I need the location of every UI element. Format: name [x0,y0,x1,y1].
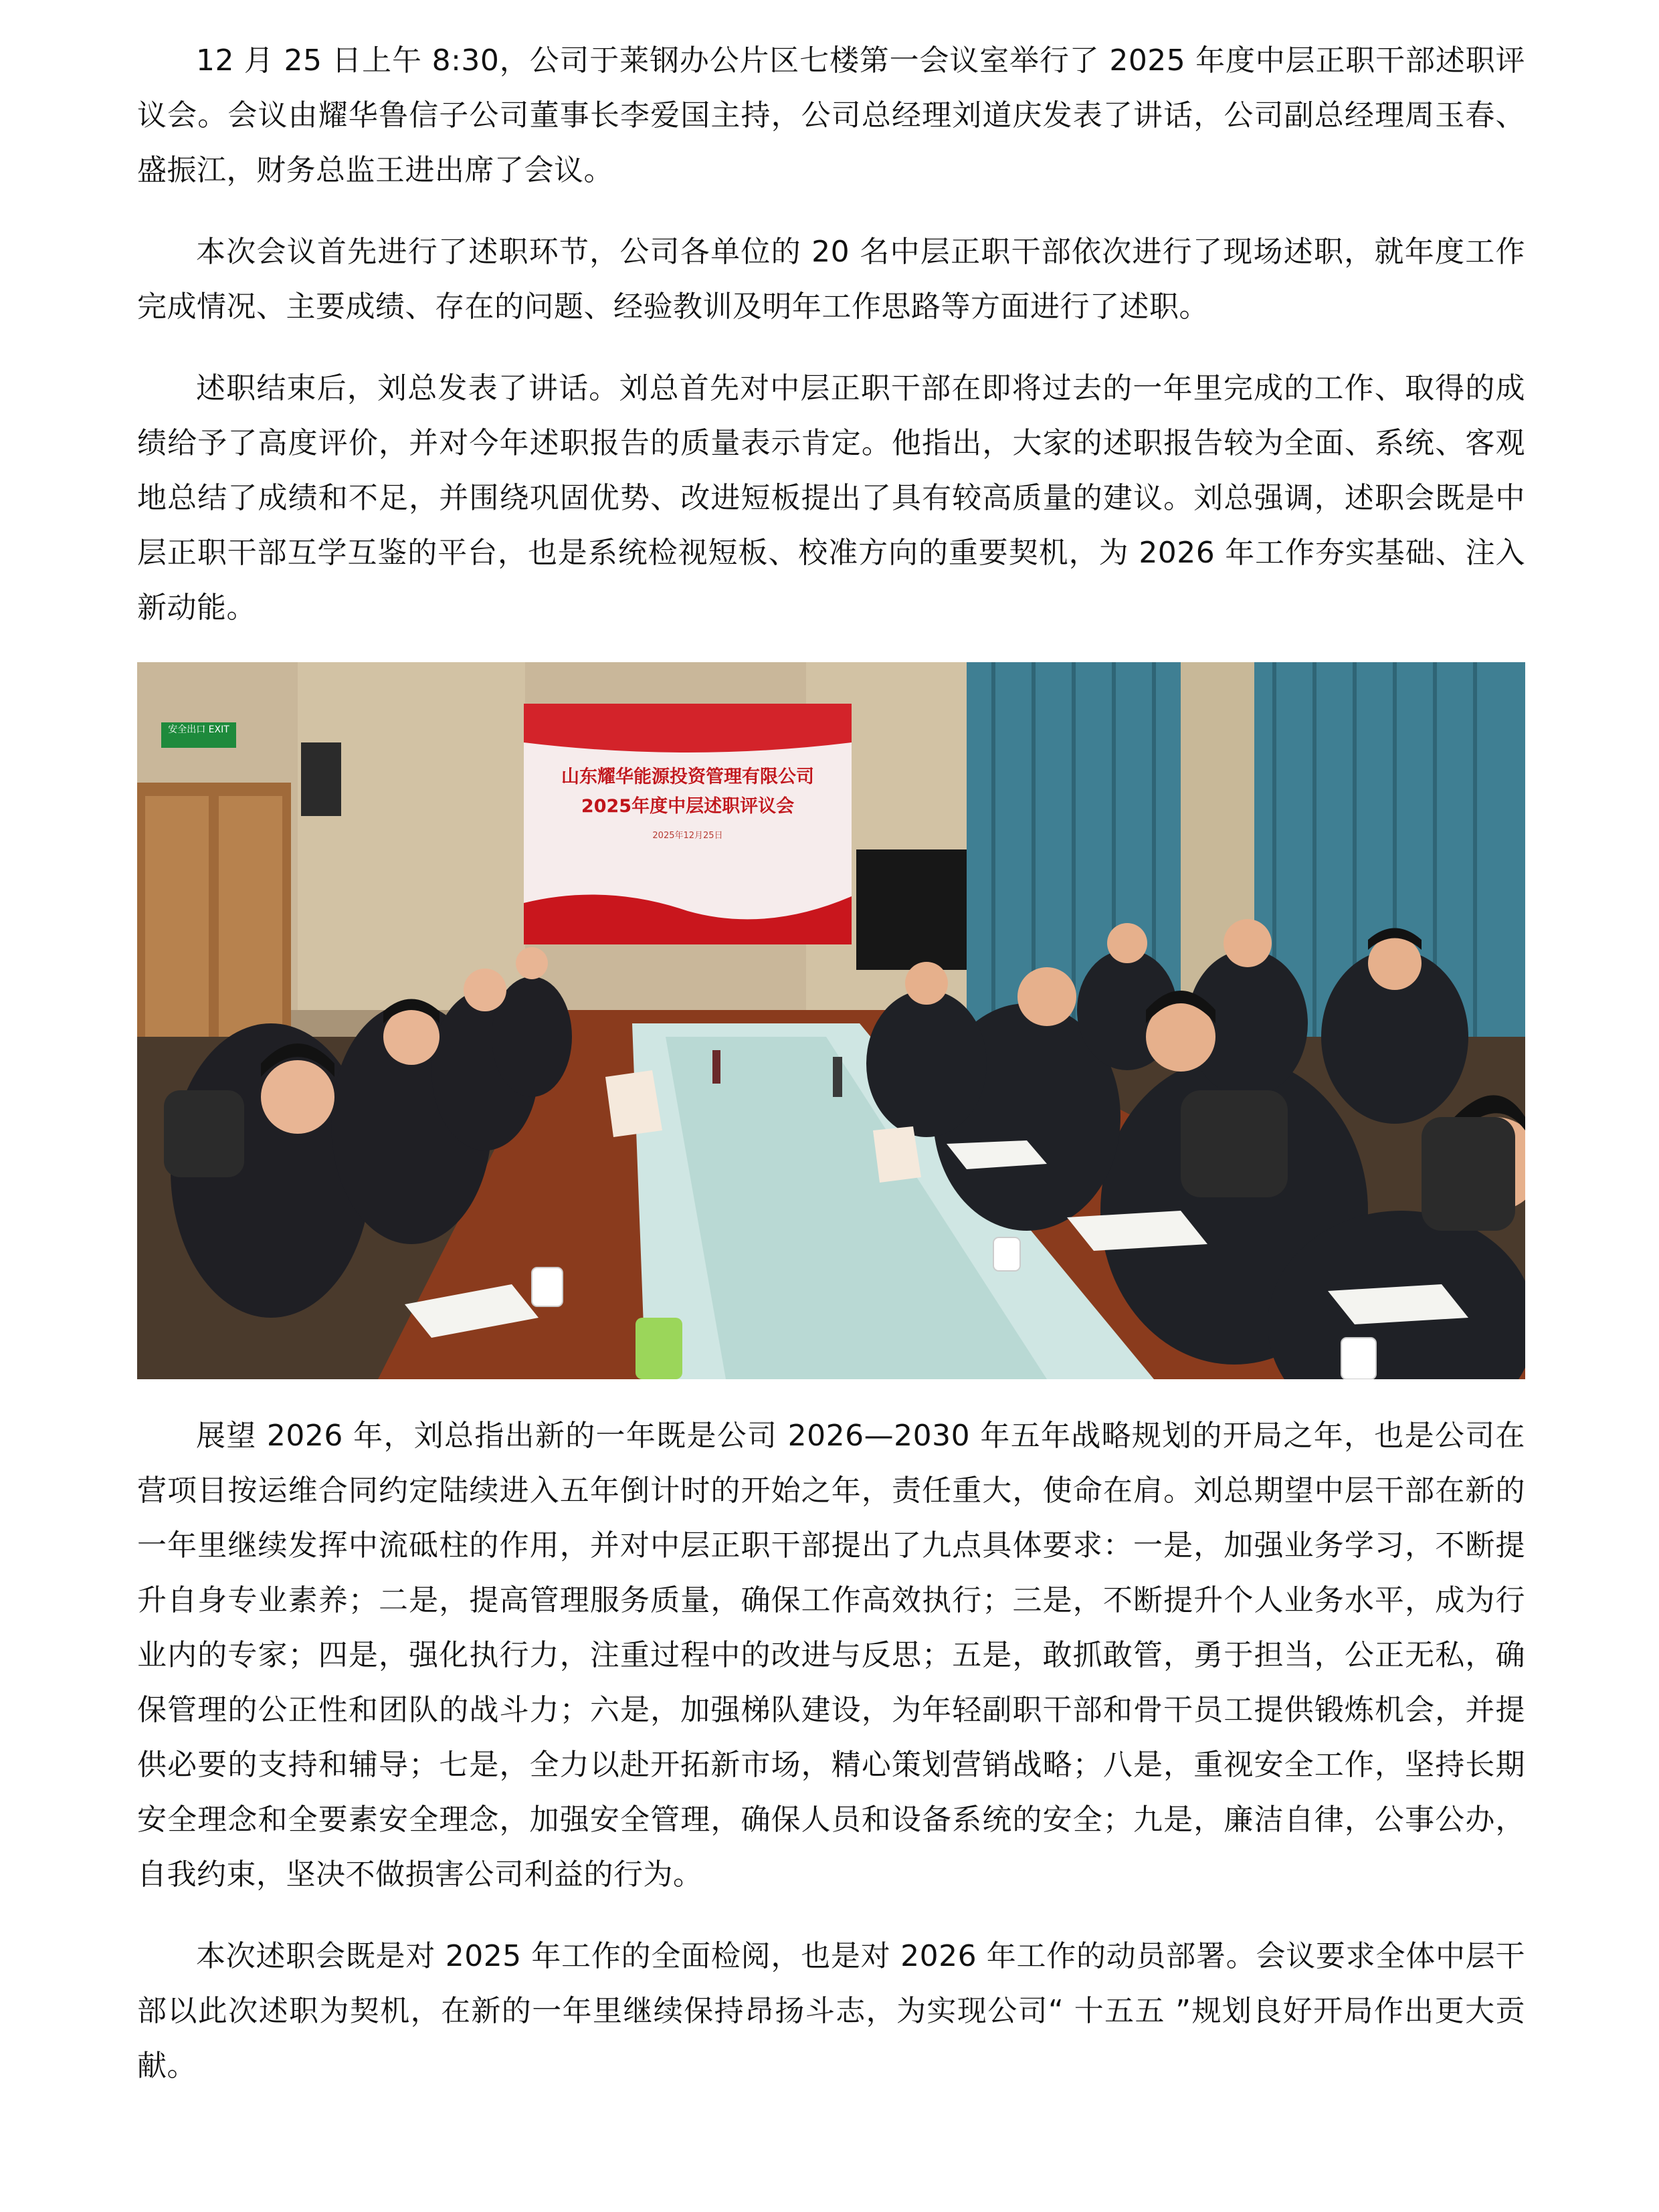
screen-title-line-1: 山东耀华能源投资管理有限公司 [561,767,814,787]
paragraph-5: 本次述职会既是对 2025 年工作的全面检阅，也是对 2026 年工作的动员部署。会议要求全体中层干部以此次述职为契机，在新的一年里继续保持昂扬斗志，为实现公司“ 十五五 ”规划良好开局作出更大贡献。 [137,1939,1525,2083]
paragraph-1: 12 月 25 日上午 8:30，公司于莱钢办公片区七楼第一会议室举行了 2025 年度中层正职干部述职评议会。会议由耀华鲁信子公司董事长李爱国主持，公司总经理刘道庆发表了讲话，公司副总经理周玉春、盛振江，财务总监王进出席了会议。 [137,43,1525,187]
article [137,33,1525,2094]
exit-sign: 安全出口 EXIT [161,722,236,748]
paragraph-3: 述职结束后，刘总发表了讲话。刘总首先对中层正职干部在即将过去的一年里完成的工作、取得的成绩给予了高度评价，并对今年述职报告的质量表示肯定。他指出，大家的述职报告较为全面、系统、客观地总结了成绩和不足，并围绕巩固优势、改进短板提出了具有较高质量的建议。刘总强调，述职会既是中层正职干部互学互鉴的平台，也是系统检视短板、校准方向的重要契机，为 2026 年工作夯实基础、注入新动能。 [137,371,1525,625]
screen-title [524,763,852,821]
meeting-photo [137,662,1525,1379]
paragraph-4: 展望 2026 年，刘总指出新的一年既是公司 2026—2030 年五年战略规划的开局之年，也是公司在营项目按运维合同约定陆续进入五年倒计时的开始之年，责任重大，使命在肩。刘总期望中层干部在新的一年里继续发挥中流砥柱的作用，并对中层正职干部提出了九点具体要求：一是，加强业务学习，不断提升自身专业素养；二是，提高管理服务质量，确保工作高效执行；三是，不断提升个人业务水平，成为行业内的专家；四是，强化执行力，注重过程中的改进与反思；五是，敢抓敢管，勇于担当，公正无私，确保管理的公正性和团队的战斗力；六是，加强梯队建设，为年轻副职干部和骨干员工提供锻炼机会，并提供必要的支持和辅导；七是，全力以赴开拓新市场，精心策划营销战略；八是，重视安全工作，坚持长期安全理念和全要素安全理念，加强安全管理，确保人员和设备系统的安全；九是，廉洁自律，公事公办，自我约束，坚决不做损害公司利益的行为。 [137,1419,1525,1892]
screen-date: 2025年12月25日 [652,831,723,841]
screen-title-line-2: 2025年度中层述职评议会 [581,796,795,817]
paragraph-2: 本次会议首先进行了述职环节，公司各单位的 20 名中层正职干部依次进行了现场述职，就年度工作完成情况、主要成绩、存在的问题、经验教训及明年工作思路等方面进行了述职。 [137,235,1525,324]
